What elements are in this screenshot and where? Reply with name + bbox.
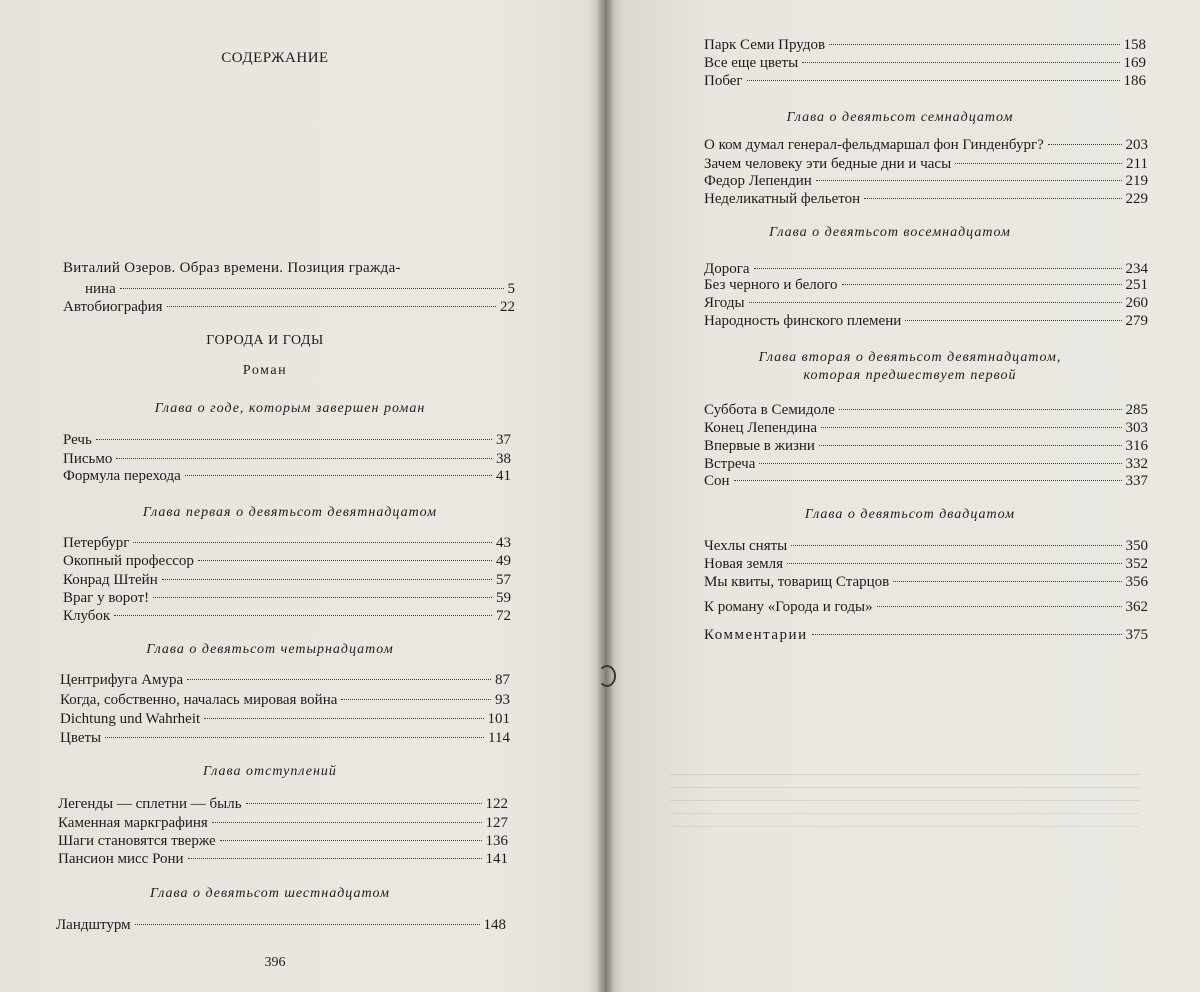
entry-page: 5 [507,281,515,297]
entry-page: 260 [1125,295,1148,311]
dot-leader [105,733,484,738]
entry-page: 57 [496,572,511,588]
entry-page: 316 [1125,438,1148,454]
toc-entry[interactable] [704,312,1148,330]
entry-title: Петербург [63,535,130,551]
dot-leader [842,280,1122,285]
dot-leader [187,675,491,680]
entry-page: 141 [485,851,508,867]
entry-page: 59 [496,590,511,606]
toc-entry[interactable] [704,155,1148,173]
entry-page: 303 [1125,420,1148,436]
dot-leader [747,76,1120,81]
intro-entry[interactable] [85,280,515,298]
dot-leader [812,630,1122,635]
toc-entry[interactable] [704,598,1148,616]
toc-title: СОДЕРЖАНИЕ [221,50,329,66]
dot-leader [734,476,1122,481]
toc-entry[interactable] [704,472,1148,490]
toc-entry[interactable] [63,431,511,449]
entry-page: 332 [1125,456,1148,472]
chapter-heading: Глава отступлений [203,764,337,779]
toc-entry[interactable] [58,795,508,813]
entry-page: 101 [487,711,510,727]
entry-title: Dichtung und Wahrheit [60,711,201,727]
entry-title: Зачем человеку эти бедные дни и часы [704,156,952,172]
entry-page: 279 [1125,313,1148,329]
entry-title: Когда, собственно, началась мировая война [60,692,338,708]
toc-entry[interactable] [58,850,508,868]
dot-leader [749,298,1122,303]
toc-entry[interactable] [704,626,1148,644]
entry-page: 186 [1123,73,1146,89]
entry-title: Конрад Штейн [63,572,158,588]
entry-title: Конец Лепендина [704,420,818,436]
entry-page: 127 [485,815,508,831]
entry-page: 122 [485,796,508,812]
toc-entry[interactable] [704,294,1148,312]
entry-title: Автобиография [63,299,163,315]
toc-entry[interactable] [704,136,1148,154]
dot-leader [246,799,482,804]
dot-leader [220,836,482,841]
section-title: ГОРОДА И ГОДЫ [206,333,324,348]
dot-leader [133,538,492,543]
entry-title: Дорога [704,261,750,277]
page-number: 396 [264,955,286,970]
entry-page: 93 [495,692,510,708]
entry-title: Формула перехода [63,468,181,484]
toc-entry[interactable] [704,190,1148,208]
chapter-heading: Глава о годе, которым завершен роман [154,401,426,416]
dot-leader [167,302,496,307]
toc-entry[interactable] [704,54,1146,72]
entry-title: Шаги становятся тверже [58,833,216,849]
chapter-heading: Глава о девятьсот восемнадцатом [769,225,1011,240]
entry-title: Центрифуга Амура [60,672,184,688]
entry-title: Ландштурм [56,917,131,933]
dot-leader [905,316,1121,321]
dot-leader [1048,140,1122,145]
entry-page: 350 [1125,538,1148,554]
entry-title: Побег [704,73,743,89]
toc-entry[interactable] [704,36,1146,54]
dot-leader [96,435,492,440]
entry-title: Все еще цветы [704,55,799,71]
entry-page: 38 [496,451,511,467]
toc-entry[interactable] [704,455,1148,473]
entry-page: 49 [496,553,511,569]
toc-entry[interactable] [63,607,511,625]
entry-page: 229 [1125,191,1148,207]
dot-leader [754,264,1122,269]
dot-leader [185,471,492,476]
toc-entry[interactable] [63,450,511,468]
chapter-heading: Глава о девятьсот двадцатом [804,507,1016,522]
dot-leader [759,459,1121,464]
entry-title: Речь [63,432,92,448]
dot-leader [204,714,483,719]
entry-title: Народность финского племени [704,313,902,329]
dot-leader [893,577,1121,582]
chapter-heading: Глава о девятьсот семнадцатом [786,110,1014,125]
dot-leader [120,284,504,289]
entry-page: 337 [1125,473,1148,489]
entry-title: Клубок [63,608,111,624]
toc-entry[interactable] [63,534,511,552]
entry-page: 22 [500,299,515,315]
show-through-texture [670,770,1140,920]
toc-entry[interactable] [704,72,1146,90]
entry-title: К роману «Города и годы» [704,599,873,615]
entry-page: 136 [485,833,508,849]
entry-title: Мы квиты, товарищ Старцов [704,574,890,590]
entry-title: Цветы [60,730,102,746]
right-page [610,0,1200,992]
entry-page: 158 [1123,37,1146,53]
dot-leader [341,695,491,700]
entry-title: Без черного и белого [704,277,838,293]
toc-entry[interactable] [704,401,1148,419]
entry-title: Окопный профессор [63,553,194,569]
dot-leader [819,441,1122,446]
dot-leader [816,176,1122,181]
autobiography-entry[interactable] [63,298,515,316]
toc-entry[interactable] [704,537,1148,555]
entry-page: 362 [1125,599,1148,615]
entry-title: Встреча [704,456,756,472]
dot-leader [162,575,492,580]
entry-title: Новая земля [704,556,783,572]
dot-leader [114,611,492,616]
entry-page: 169 [1123,55,1146,71]
chapter-heading-line2: которая предшествует первой [803,368,1017,383]
entry-title: Письмо [63,451,113,467]
dot-leader [829,40,1119,45]
entry-title: Сон [704,473,730,489]
dot-leader [877,602,1122,607]
section-subtitle: Роман [242,363,288,378]
entry-title: Враг у ворот! [63,590,150,606]
dot-leader [791,541,1121,546]
entry-page: 148 [483,917,506,933]
dot-leader [153,593,492,598]
entry-page: 37 [496,432,511,448]
toc-entry[interactable] [58,814,508,832]
toc-entry[interactable] [704,276,1148,294]
intro-entry-line1: Виталий Озеров. Образ времени. Позиция гражда- [63,260,401,276]
dot-leader [839,405,1122,410]
entry-page: 87 [495,672,510,688]
chapter-heading: Глава о девятьсот четырнадцатом [146,642,394,657]
dot-leader [135,920,480,925]
entry-title: Комментарии [704,627,808,643]
dot-leader [212,818,482,823]
dot-leader [188,854,482,859]
dot-leader [116,454,492,459]
entry-title: Парк Семи Прудов [704,37,826,53]
toc-entry[interactable] [60,729,510,747]
toc-entry[interactable] [60,691,510,709]
chapter-heading: Глава первая о девятьсот девятнадцатом [142,505,438,520]
toc-entry[interactable] [63,571,511,589]
entry-page: 251 [1125,277,1148,293]
toc-entry[interactable] [63,467,511,485]
toc-entry[interactable] [704,172,1148,190]
toc-entry[interactable] [56,916,506,934]
entry-page: 41 [496,468,511,484]
chapter-heading: Глава вторая о девятьсот девятнадцатом, [758,350,1062,365]
toc-entry[interactable] [704,419,1148,437]
toc-entry[interactable] [704,573,1148,591]
entry-title: Неделикатный фельетон [704,191,861,207]
dot-leader [802,58,1119,63]
toc-entry[interactable] [60,710,510,728]
toc-entry[interactable] [704,555,1148,573]
toc-entry[interactable] [63,552,511,570]
toc-entry[interactable] [63,589,511,607]
dot-leader [198,556,492,561]
dot-leader [787,559,1122,564]
toc-entry[interactable] [60,671,510,689]
entry-title: О ком думал генерал-фельдмаршал фон Гинденбург? [704,137,1044,153]
entry-page: 234 [1125,261,1148,277]
entry-page: 211 [1126,156,1148,172]
dot-leader [955,159,1122,164]
entry-title: Чехлы сняты [704,538,788,554]
chapter-heading: Глава о девятьсот шестнадцатом [150,886,390,901]
dot-leader [821,423,1121,428]
entry-title: Суббота в Семидоле [704,402,835,418]
entry-title: Пансион мисс Рони [58,851,184,867]
toc-entry[interactable] [58,832,508,850]
entry-title: Впервые в жизни [704,438,815,454]
entry-page: 219 [1125,173,1148,189]
toc-entry[interactable] [704,437,1148,455]
entry-title: Легенды — сплетни — быль [58,796,242,812]
entry-page: 114 [488,730,510,746]
entry-title: нина [85,281,116,297]
entry-page: 43 [496,535,511,551]
entry-page: 285 [1125,402,1148,418]
entry-title: Ягоды [704,295,745,311]
entry-page: 356 [1125,574,1148,590]
entry-title: Федор Лепендин [704,173,812,189]
entry-page: 352 [1125,556,1148,572]
entry-page: 203 [1125,137,1148,153]
dot-leader [864,194,1121,199]
entry-title: Каменная маркграфиня [58,815,208,831]
entry-page: 375 [1125,627,1148,643]
entry-page: 72 [496,608,511,624]
